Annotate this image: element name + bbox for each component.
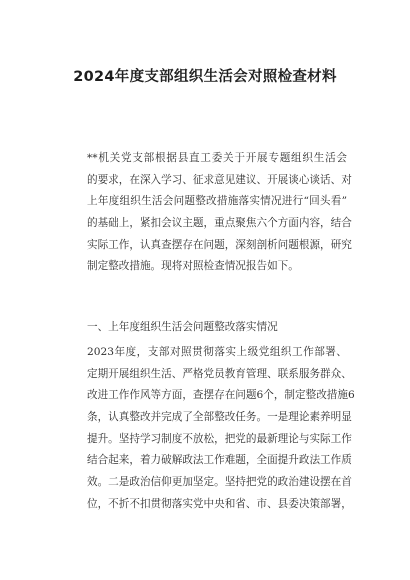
body-paragraph xyxy=(87,342,355,516)
body-line: 效。二是政治信仰更加坚定。坚持把党的政治建设摆在首 xyxy=(87,476,352,489)
intro-line: 的要求，在深入学习、征求意见建议、开展谈心谈话、对 xyxy=(87,173,352,186)
intro-line: 制定整改措施。现将对照检查情况报告如下。 xyxy=(87,260,299,273)
intro-paragraph xyxy=(87,148,352,278)
body-line: 提升。坚持学习制度不放松，把党的最新理论与实际工作 xyxy=(87,432,352,445)
section-heading-text: 一、上年度组织生活会问题整改落实情况 xyxy=(87,321,278,333)
body-line: 结合起来，着力破解政法工作难题，全面提升政法工作质 xyxy=(87,454,352,467)
intro-line: **机关党支部根据县直工委关于开展专题组织生活会 xyxy=(87,152,347,164)
intro-line: 实际工作，认真查摆存在问题，深刻剖析问题根源，研究 xyxy=(87,238,352,251)
body-line: 定期开展组织生活、严格党员教育管理、联系服务群众、 xyxy=(87,367,352,380)
intro-line: 的基础上，紧扣会议主题，重点聚焦六个方面内容，结合 xyxy=(87,217,352,230)
body-line: 改进工作作风等方面，查摆存在问题6个，制定整改措施6 xyxy=(87,389,355,402)
body-line: 位，不折不扣贯彻落实党中央和省、市、县委决策部署， xyxy=(87,497,352,510)
body-line: 2023年度，支部对照贯彻落实上级党组织工作部署、 xyxy=(87,346,347,358)
body-line: 条，认真整改并完成了全部整改任务。一是理论素养明显 xyxy=(87,411,352,424)
document-title: 2024年度支部组织生活会对照检查材料 xyxy=(73,69,337,85)
section-heading xyxy=(87,317,347,339)
intro-line: 上年度组织生活会问题整改措施落实情况进行“回头看” xyxy=(87,195,347,208)
